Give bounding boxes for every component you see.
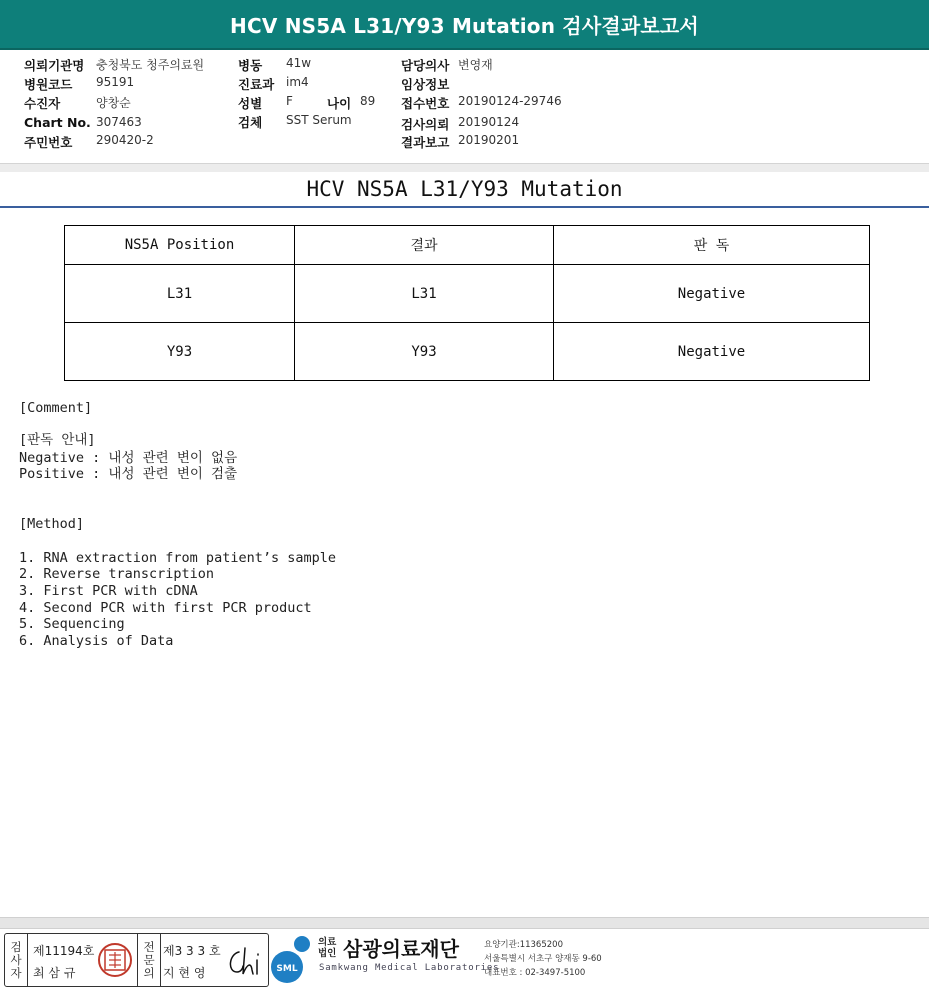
reception-no-value: 20190124-29746 <box>458 94 562 108</box>
foundation-name: 삼광의료재단 <box>343 937 459 961</box>
signature-box <box>4 933 269 987</box>
svg-text:SML: SML <box>276 964 298 974</box>
pathologist-license-no: 제3 3 3 호 <box>163 944 221 958</box>
method-step: 1. RNA extraction from patient’s sample <box>19 550 336 566</box>
age-label: 나이 <box>327 96 352 111</box>
cell-result: Y93 <box>295 323 554 381</box>
report-title-bar <box>0 0 929 50</box>
method-step: 6. Analysis of Data <box>19 633 174 649</box>
department-label: 진료과 <box>238 77 275 92</box>
request-date-label: 검사의뢰 <box>401 117 450 132</box>
report-date-label: 결과보고 <box>401 135 450 150</box>
header-result: 결과 <box>295 226 554 265</box>
request-date-value: 20190124 <box>458 115 520 129</box>
header-position: NS5A Position <box>65 226 295 265</box>
foundation-english-name: Samkwang Medical Laboratories <box>319 963 500 973</box>
technician-license-no: 제11194호 <box>33 944 95 958</box>
institution-code: 요양기관:11365200 <box>484 940 563 950</box>
section-rule <box>0 206 929 208</box>
cell-interpretation: Negative <box>554 265 870 323</box>
patient-info-section <box>0 50 929 162</box>
clinical-info-label: 임상정보 <box>401 77 450 92</box>
ward-value: 41w <box>286 56 312 70</box>
institution-value: 충청북도 청주의료원 <box>96 58 205 72</box>
result-table <box>64 225 870 381</box>
handwritten-signature-icon <box>225 944 263 978</box>
foundation-address: 서울특별시 서초구 양재동 9-60 <box>484 954 602 964</box>
cell-position: Y93 <box>65 323 295 381</box>
report-date-value: 20190201 <box>458 133 520 147</box>
table-row <box>65 265 870 323</box>
pathologist-name: 지 현 영 <box>163 966 206 980</box>
interpretation-heading: [판독 안내] <box>19 432 96 448</box>
table-row <box>65 323 870 381</box>
specimen-value: SST Serum <box>286 113 352 127</box>
chart-no-label: Chart No. <box>24 115 91 130</box>
doctor-label: 담당의사 <box>401 58 450 73</box>
interpretation-positive: Positive : 내성 관련 변이 검출 <box>19 466 238 482</box>
hospital-code-label: 병원코드 <box>24 77 73 92</box>
report-title: HCV NS5A L31/Y93 Mutation 검사결과보고서 <box>230 13 699 38</box>
cell-interpretation: Negative <box>554 323 870 381</box>
sml-logo-icon <box>270 933 316 985</box>
chart-no-value: 307463 <box>96 115 142 129</box>
method-heading: [Method] <box>19 516 85 532</box>
institution-label: 의뢰기관명 <box>24 58 85 73</box>
cell-position: L31 <box>65 265 295 323</box>
interpretation-negative: Negative : 내성 관련 변이 없음 <box>19 450 238 466</box>
table-header-row <box>65 226 870 265</box>
specimen-label: 검체 <box>238 115 263 130</box>
method-step: 3. First PCR with cDNA <box>19 583 198 599</box>
method-step: 4. Second PCR with first PCR product <box>19 600 312 616</box>
method-step: 5. Sequencing <box>19 616 125 632</box>
header-interpretation: 판 독 <box>554 226 870 265</box>
section-title: HCV NS5A L31/Y93 Mutation <box>306 177 623 201</box>
footer-divider <box>0 917 929 929</box>
resident-no-label: 주민번호 <box>24 135 73 150</box>
corporation-type-label: 의료 법인 <box>318 937 337 959</box>
age-value: 89 <box>360 94 376 108</box>
department-value: im4 <box>286 75 309 89</box>
seal-stamp-icon <box>97 941 133 979</box>
ward-label: 병동 <box>238 58 263 73</box>
comment-heading: [Comment] <box>19 400 93 416</box>
technician-name: 최 삼 규 <box>33 966 76 980</box>
cell-result: L31 <box>295 265 554 323</box>
reception-no-label: 접수번호 <box>401 96 450 111</box>
pathologist-column-label: 전 문 의 <box>137 934 161 986</box>
sex-label: 성별 <box>238 96 263 111</box>
resident-no-value: 290420-2 <box>96 133 154 147</box>
foundation-block <box>270 931 610 987</box>
section-divider <box>0 163 929 172</box>
technician-column-label: 검 사 자 <box>5 934 28 986</box>
doctor-value: 변영재 <box>458 58 493 72</box>
hospital-code-value: 95191 <box>96 75 135 89</box>
sex-value: F <box>286 94 293 108</box>
foundation-phone: 대표번호 : 02-3497-5100 <box>484 968 586 978</box>
patient-label: 수진자 <box>24 96 61 111</box>
patient-value: 양창순 <box>96 96 131 110</box>
method-step: 2. Reverse transcription <box>19 566 215 582</box>
